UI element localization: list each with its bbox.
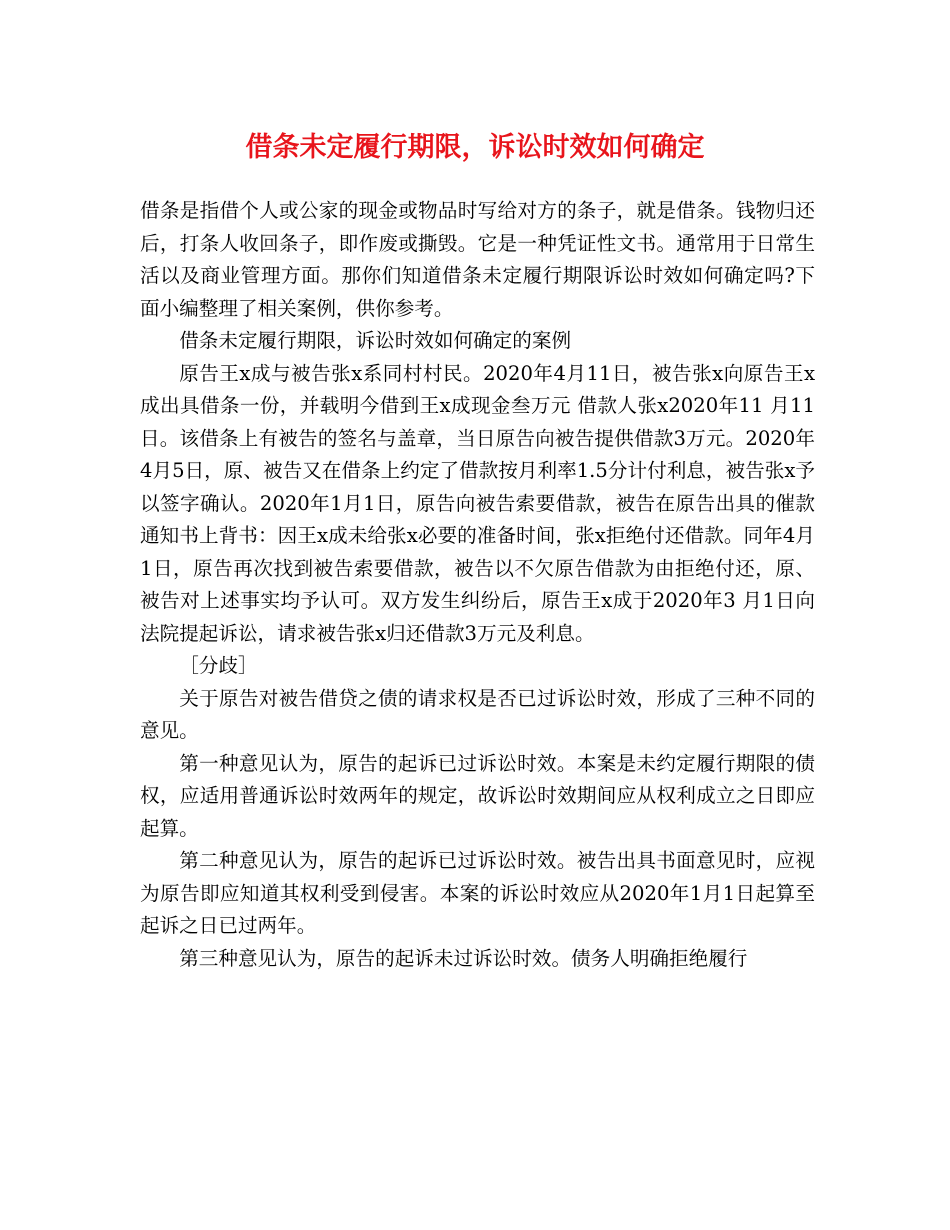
second-opinion-paragraph: 第二种意见认为，原告的起诉已过诉讼时效。被告出具书面意见时，应视为原告即应知道其权利受到侵害。本案的诉讼时效应从2020年1月1日起算至起诉之日已过两年。 bbox=[140, 849, 815, 937]
intro-paragraph: 借条是指借个人或公家的现金或物品时写给对方的条子，就是借条。钱物归还后，打条人收回条子，即作废或撕毁。它是一种凭证性文书。通常用于日常生活以及商业管理方面。那你们知道借条未定履行期限诉讼时效如何确定吗?下面小编整理了相关案例，供你参考。 bbox=[140, 199, 815, 320]
document-body bbox=[140, 195, 815, 975]
first-opinion-paragraph: 第一种意见认为，原告的起诉已过诉讼时效。本案是未约定履行期限的债权，应适用普通诉讼时效两年的规定，故诉讼时效期间应从权利成立之日即应起算。 bbox=[140, 751, 815, 840]
case-heading: 借条未定履行期限，诉讼时效如何确定的案例 bbox=[179, 329, 572, 352]
disagreement-heading: ［分歧］ bbox=[179, 654, 258, 677]
third-opinion-paragraph: 第三种意见认为，原告的起诉未过诉讼时效。债务人明确拒绝履行 bbox=[179, 946, 748, 970]
disagreement-intro-paragraph: 关于原告对被告借贷之债的请求权是否已过诉讼时效，形成了三种不同的意见。 bbox=[140, 686, 815, 742]
document-title: 借条未定履行期限，诉讼时效如何确定 bbox=[245, 132, 705, 163]
case-facts-paragraph: 原告王x成与被告张x系同村村民。2020年4月11日，被告张x向原告王x成出具借条一份，并载明今借到王x成现金叁万元 借款人张x2020年11 月11日。该借条上有被告的签名与盖章，当日原告向被告提供借款3万元。2020年4月5日，原、被告又在借条上约定了借款按月利率1.5分计付利息，被告张x予以签字确认。2020年1月1日，原告向被告索要借款，被告在原告出具的催款通知书上背书：因王x成未给张x必要的准备时间，张x拒绝付还借款。同年4月1日，原告再次找到被告索要借款，被告以不欠原告借款为由拒绝付还，原、被告对上述事实均予认可。双方发生纠纷后，原告王x成于2020年3 月1日向法院提起诉讼，请求被告张x归还借款3万元及利息。 bbox=[140, 361, 815, 645]
